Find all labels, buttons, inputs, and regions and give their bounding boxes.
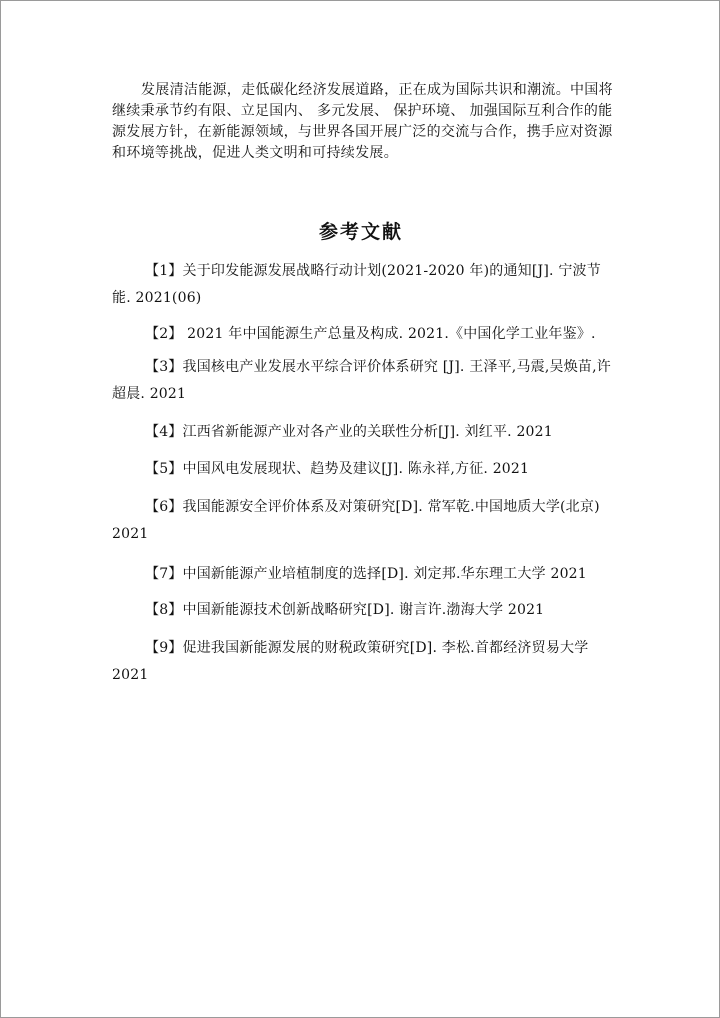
reference-number: 【2】 (145, 326, 183, 342)
reference-text: 我国核电产业发展水平综合评价体系研究 [J]. 王泽平,马震,吴焕苗,许超晨. 2021 (112, 359, 611, 402)
reference-item (112, 419, 619, 446)
reference-text: 关于印发能源发展战略行动计划(2021-2020 年)的通知[J]. 宁波节能. 2021(06) (112, 263, 601, 306)
reference-number: 【5】 (145, 461, 183, 477)
reference-text: 我国能源安全评价体系及对策研究[D]. 常军乾.中国地质大学(北京) 2021 (112, 499, 600, 542)
reference-item (112, 258, 619, 312)
reference-text: 2021 年中国能源生产总量及构成. 2021.《中国化学工业年鉴》. (182, 326, 596, 342)
reference-number: 【8】 (145, 602, 183, 618)
reference-item (112, 321, 619, 348)
reference-item (112, 354, 619, 408)
reference-number: 【6】 (145, 499, 183, 515)
intro-paragraph: 发展清洁能源，走低碳化经济发展道路，正在成为国际共识和潮流。中国将继续秉承节约有限、立足国内、 多元发展、 保护环境、 加强国际互利合作的能源发展方针，在新能源领域，与世界各国开展广泛的交流与合作，携手应对资源和环境等挑战，促进人类文明和可持续发展。 (112, 82, 613, 161)
reference-number: 【1】 (145, 263, 183, 279)
reference-item (112, 561, 619, 588)
reference-number: 【3】 (145, 359, 183, 375)
reference-item (112, 635, 619, 689)
reference-text: 中国新能源技术创新战略研究[D]. 谢言许.渤海大学 2021 (182, 602, 545, 618)
reference-text: 江西省新能源产业对各产业的关联性分析[J]. 刘红平. 2021 (182, 424, 553, 440)
reference-item (112, 456, 619, 483)
reference-item (112, 597, 619, 624)
reference-item (112, 494, 619, 548)
reference-number: 【7】 (145, 566, 183, 582)
references-heading: 参考文献 (318, 221, 403, 243)
reference-text: 中国新能源产业培植制度的选择[D]. 刘定邦.华东理工大学 2021 (182, 566, 587, 582)
reference-number: 【4】 (145, 424, 183, 440)
reference-text: 促进我国新能源发展的财税政策研究[D]. 李松.首都经济贸易大学 2021 (112, 640, 589, 683)
reference-number: 【9】 (145, 640, 183, 656)
reference-text: 中国风电发展现状、趋势及建议[J]. 陈永祥,方征. 2021 (182, 461, 530, 477)
